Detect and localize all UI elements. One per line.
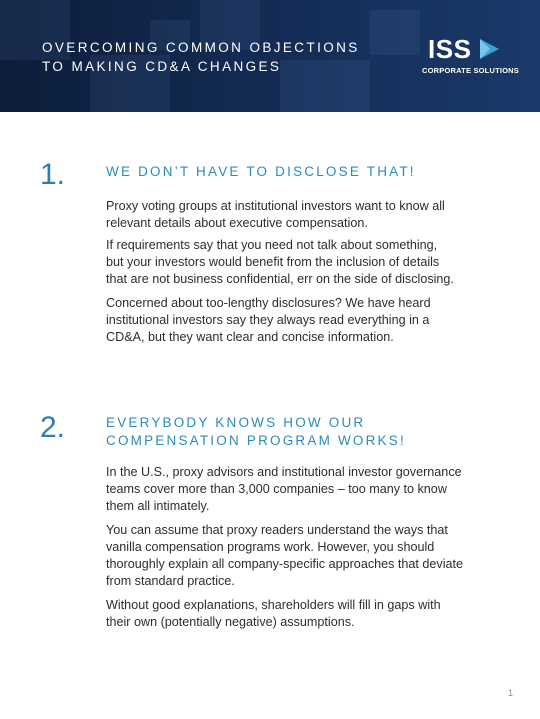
document-title: [42, 38, 382, 76]
paragraph-line: Proxy voting groups at institutional investors want to know all: [106, 199, 445, 213]
paragraph-line: CD&A, but they want clear and concise information.: [106, 330, 394, 344]
paragraph: [106, 237, 476, 288]
paragraph: [106, 522, 476, 590]
section-heading-line: WE DON’T HAVE TO DISCLOSE THAT!: [106, 164, 416, 179]
section-heading-line: EVERYBODY KNOWS HOW OUR: [106, 415, 366, 430]
section-heading-line: COMPENSATION PROGRAM WORKS!: [106, 433, 406, 448]
paragraph: [106, 295, 476, 346]
paragraph-line: but your investors would benefit from the inclusion of details: [106, 255, 440, 269]
paragraph-line: In the U.S., proxy advisors and institutional investor governance: [106, 465, 462, 479]
section-heading: [106, 163, 446, 181]
paragraph: [106, 198, 476, 232]
logo-subtitle: CORPORATE SOLUTIONS: [422, 66, 519, 75]
paragraph-line: teams cover more than 3,000 companies – too many to know: [106, 482, 447, 496]
paragraph-line: You can assume that proxy readers understand the ways that: [106, 523, 448, 537]
paragraph-line: relevant details about executive compensation.: [106, 216, 368, 230]
section-number: 2.: [40, 411, 66, 444]
document-title-line-1: OVERCOMING COMMON OBJECTIONS: [42, 40, 360, 55]
section-number: 1.: [40, 158, 66, 191]
section-heading: [106, 414, 446, 450]
paragraph-line: institutional investors say they always read everything in a: [106, 313, 430, 327]
paragraph-line: Concerned about too-lengthy disclosures? We have heard: [106, 296, 431, 310]
paragraph-line: Without good explanations, shareholders will fill in gaps with: [106, 598, 441, 612]
paragraph: [106, 464, 476, 515]
paragraph-line: from standard practice.: [106, 574, 235, 588]
iss-logo: [420, 36, 520, 78]
page-number: 1: [508, 688, 514, 698]
paragraph-line: them all intimately.: [106, 499, 210, 513]
logo-wordmark: ISS: [428, 34, 472, 64]
paragraph-line: If requirements say that you need not talk about something,: [106, 238, 438, 252]
document-title-line-2: TO MAKING CD&A CHANGES: [42, 59, 282, 74]
paragraph: [106, 597, 476, 631]
paragraph-line: vanilla compensation programs work. However, you should: [106, 540, 435, 554]
header-banner: [0, 0, 540, 112]
paragraph-line: thoroughly explain all company-specific approaches that deviate: [106, 557, 464, 571]
paragraph-line: their own (potentially negative) assumptions.: [106, 615, 355, 629]
play-arrow-icon: [478, 38, 500, 60]
paragraph-line: that are not business confidential, err on the side of disclosing.: [106, 272, 454, 286]
